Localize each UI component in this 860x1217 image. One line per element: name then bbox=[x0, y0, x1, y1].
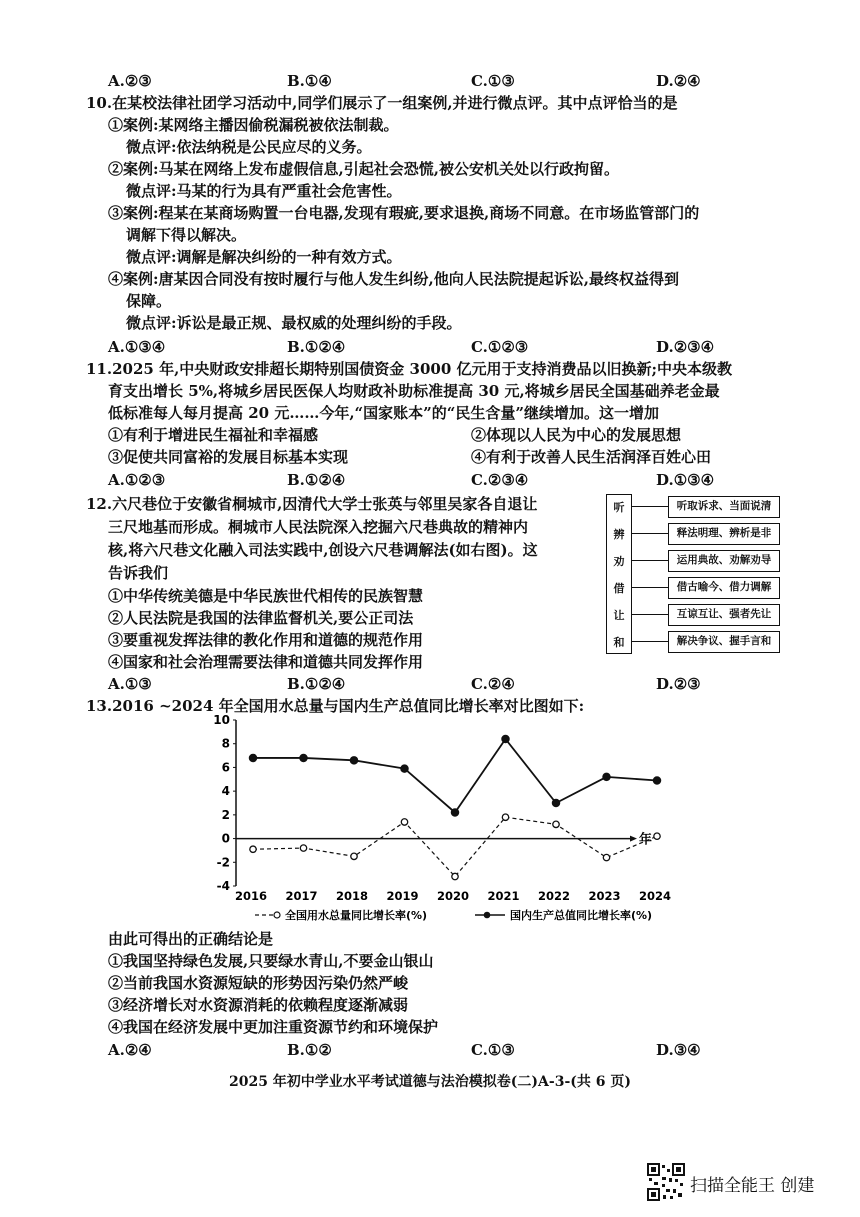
q9-option-a: A.②③ bbox=[108, 72, 152, 90]
diagram-char: 借 bbox=[613, 582, 625, 595]
q10-line: ②案例:马某在网络上发布虚假信息,引起社会恐慌,被公安机关处以行政拘留。 bbox=[108, 160, 619, 178]
gdp-point bbox=[451, 809, 458, 816]
q13-option-b: B.①② bbox=[287, 1041, 332, 1059]
mediation-method-diagram bbox=[606, 494, 780, 656]
x-tick-label: 2022 bbox=[537, 889, 571, 903]
gdp-point bbox=[249, 754, 256, 761]
q12-stem: 三尺地基而形成。桐城市人民法院深入挖掘六尺巷典故的精神内 bbox=[108, 518, 529, 536]
diagram-char: 听 bbox=[613, 501, 625, 514]
growth-rate-line-chart bbox=[213, 710, 672, 925]
legend-label-gdp: 国内生产总值同比增长率(%) bbox=[510, 909, 653, 922]
q10-option-c: C.①②③ bbox=[471, 338, 529, 356]
q12-option-d: D.②③ bbox=[656, 675, 701, 693]
q13-option-d: D.③④ bbox=[656, 1041, 701, 1059]
diagram-box: 互谅互让、强者先让 bbox=[668, 604, 780, 626]
q13-stem: 13.2016 ~2024 年全国用水总量与国内生产总值同比增长率对比图如下: bbox=[86, 697, 585, 715]
y-tick-label: 4 bbox=[221, 784, 230, 799]
gdp-point bbox=[653, 777, 660, 784]
diagram-connector bbox=[632, 533, 668, 534]
q10-line: 微点评:马某的行为具有严重社会危害性。 bbox=[126, 182, 402, 200]
diagram-char: 劝 bbox=[613, 555, 625, 568]
q10-line: 微点评:调解是解决纠纷的一种有效方式。 bbox=[126, 248, 402, 266]
q11-option-d: D.①③④ bbox=[656, 471, 715, 489]
x-tick-label: 2024 bbox=[638, 889, 672, 903]
q12-option-a: A.①③ bbox=[108, 675, 152, 693]
q13-option-a: A.②④ bbox=[108, 1041, 152, 1059]
x-axis-arrow bbox=[630, 836, 637, 842]
diagram-connector bbox=[632, 506, 668, 507]
q10-line: ①案例:某网络主播因偷税漏税被依法制裁。 bbox=[108, 116, 399, 134]
q11-item: ③促使共同富裕的发展目标基本实现 bbox=[108, 448, 349, 466]
q12-option-c: C.②④ bbox=[471, 675, 515, 693]
water-usage-point bbox=[250, 846, 256, 852]
water-usage-point bbox=[654, 833, 660, 839]
gdp-point bbox=[603, 773, 610, 780]
q13-item: ①我国坚持绿色发展,只要绿水青山,不要金山银山 bbox=[108, 952, 434, 970]
legend-label-water: 全国用水总量同比增长率(%) bbox=[285, 909, 428, 922]
gdp-series-line bbox=[253, 739, 657, 813]
q12-item: ①中华传统美德是中华民族世代相传的民族智慧 bbox=[108, 587, 424, 605]
water-usage-point bbox=[603, 854, 609, 860]
q13-conclusion: 由此可得出的正确结论是 bbox=[108, 930, 274, 948]
diagram-char-column bbox=[606, 494, 632, 654]
qr-code-icon bbox=[647, 1163, 685, 1201]
scanner-watermark: 扫描全能王 创建 bbox=[690, 1176, 815, 1196]
q11-item: ①有利于增进民生福祉和幸福感 bbox=[108, 426, 319, 444]
page-footer: 2025 年初中学业水平考试道德与法治模拟卷(二)A-3-(共 6 页) bbox=[228, 1074, 632, 1090]
q11-stem: 11.2025 年,中央财政安排超长期特别国债资金 3000 亿元用于支持消费品以旧换新;中央本级教 bbox=[86, 360, 733, 378]
x-tick-label: 2017 bbox=[285, 889, 318, 903]
q9-option-b: B.①④ bbox=[287, 72, 332, 90]
y-tick-label: 8 bbox=[221, 736, 230, 751]
y-tick-label: 6 bbox=[221, 760, 230, 775]
water-usage-point bbox=[300, 845, 306, 851]
chart-legend bbox=[255, 908, 652, 922]
diagram-box: 借古喻今、借力调解 bbox=[668, 577, 780, 599]
diagram-connector bbox=[632, 587, 668, 588]
q12-item: ③要重视发挥法律的教化作用和道德的规范作用 bbox=[108, 631, 424, 649]
y-tick-label: 2 bbox=[221, 807, 230, 822]
q13-option-c: C.①③ bbox=[471, 1041, 515, 1059]
q10-line: 保障。 bbox=[126, 292, 172, 310]
q10-option-d: D.②③④ bbox=[656, 338, 715, 356]
q10-line: 调解下得以解决。 bbox=[126, 226, 247, 244]
q13-item: ③经济增长对水资源消耗的依赖程度逐渐减弱 bbox=[108, 996, 409, 1014]
q11-item: ④有利于改善人民生活润泽百姓心田 bbox=[471, 448, 712, 466]
q12-stem: 告诉我们 bbox=[108, 564, 169, 582]
chart-series bbox=[249, 735, 660, 879]
water-usage-point bbox=[351, 853, 357, 859]
y-tick-label: -2 bbox=[216, 855, 230, 870]
gdp-point bbox=[300, 754, 307, 761]
q12-stem: 12.六尺巷位于安徽省桐城市,因清代大学士张英与邻里吴家各自退让 bbox=[86, 495, 538, 513]
axis-ticks bbox=[213, 713, 671, 903]
q10-line: 微点评:依法纳税是公民应尽的义务。 bbox=[126, 138, 372, 156]
water-usage-point bbox=[452, 873, 458, 879]
diagram-box: 解决争议、握手言和 bbox=[668, 631, 780, 653]
diagram-connector bbox=[632, 641, 668, 642]
q11-option-b: B.①②④ bbox=[287, 471, 346, 489]
q10-option-b: B.①②④ bbox=[287, 338, 346, 356]
x-tick-label: 2020 bbox=[436, 889, 470, 903]
legend-marker-gdp bbox=[484, 912, 491, 919]
q12-stem: 核,将六尺巷文化融入司法实践中,创设六尺巷调解法(如右图)。这 bbox=[108, 541, 538, 559]
q10-stem: 10.在某校法律社团学习活动中,同学们展示了一组案例,并进行微点评。其中点评恰当的是 bbox=[86, 94, 678, 112]
q11-item: ②体现以人民为中心的发展思想 bbox=[471, 426, 682, 444]
diagram-connector bbox=[632, 614, 668, 615]
water-usage-point bbox=[502, 814, 508, 820]
q10-line: 微点评:诉讼是最正规、最权威的处理纠纷的手段。 bbox=[126, 314, 462, 332]
q9-option-c: C.①③ bbox=[471, 72, 515, 90]
x-tick-label: 2018 bbox=[335, 889, 369, 903]
q10-line: ④案例:唐某因合同没有按时履行与他人发生纠纷,他向人民法院提起诉讼,最终权益得到 bbox=[108, 270, 679, 288]
q11-option-c: C.②③④ bbox=[471, 471, 529, 489]
q11-stem: 低标准每人每月提高 20 元……今年,“国家账本”的“民生含量”继续增加。这一增加 bbox=[108, 404, 660, 422]
q11-option-a: A.①②③ bbox=[108, 471, 166, 489]
x-tick-label: 2021 bbox=[487, 889, 520, 903]
y-tick-label: 0 bbox=[221, 831, 230, 846]
water-usage-point bbox=[553, 821, 559, 827]
q11-stem: 育支出增长 5%,将城乡居民医保人均财政补助标准提高 30 元,将城乡居民全国基础养老金最 bbox=[108, 382, 720, 400]
q13-item: ④我国在经济发展中更加注重资源节约和环境保护 bbox=[108, 1018, 439, 1036]
q12-item: ④国家和社会治理需要法律和道德共同发挥作用 bbox=[108, 653, 424, 671]
q9-option-d: D.②④ bbox=[656, 72, 701, 90]
diagram-box: 释法明理、辨析是非 bbox=[668, 523, 780, 545]
diagram-char: 和 bbox=[613, 636, 625, 649]
x-tick-label: 2019 bbox=[386, 889, 419, 903]
y-tick-label: -4 bbox=[216, 879, 230, 893]
diagram-connector bbox=[632, 560, 668, 561]
water-usage-series-line bbox=[253, 817, 657, 876]
q12-option-b: B.①②④ bbox=[287, 675, 346, 693]
x-tick-label: 2016 bbox=[234, 889, 268, 903]
legend-marker-water bbox=[274, 912, 280, 918]
diagram-box: 听取诉求、当面说清 bbox=[668, 496, 780, 518]
gdp-point bbox=[350, 757, 357, 764]
q10-option-a: A.①③④ bbox=[108, 338, 166, 356]
water-usage-point bbox=[401, 819, 407, 825]
diagram-char: 辨 bbox=[613, 528, 625, 541]
x-axis-unit-label: 年 bbox=[639, 832, 653, 848]
gdp-point bbox=[401, 765, 408, 772]
q13-item: ②当前我国水资源短缺的形势因污染仍然严峻 bbox=[108, 974, 409, 992]
q10-line: ③案例:程某在某商场购置一台电器,发现有瑕疵,要求退换,商场不同意。在市场监管部门的 bbox=[108, 204, 700, 222]
q12-item: ②人民法院是我国的法律监督机关,要公正司法 bbox=[108, 609, 414, 627]
y-tick-label: 10 bbox=[213, 713, 230, 727]
gdp-point bbox=[502, 735, 509, 742]
x-tick-label: 2023 bbox=[588, 889, 621, 903]
gdp-point bbox=[552, 799, 559, 806]
diagram-char: 让 bbox=[613, 609, 625, 622]
diagram-box: 运用典故、劝解劝导 bbox=[668, 550, 780, 572]
